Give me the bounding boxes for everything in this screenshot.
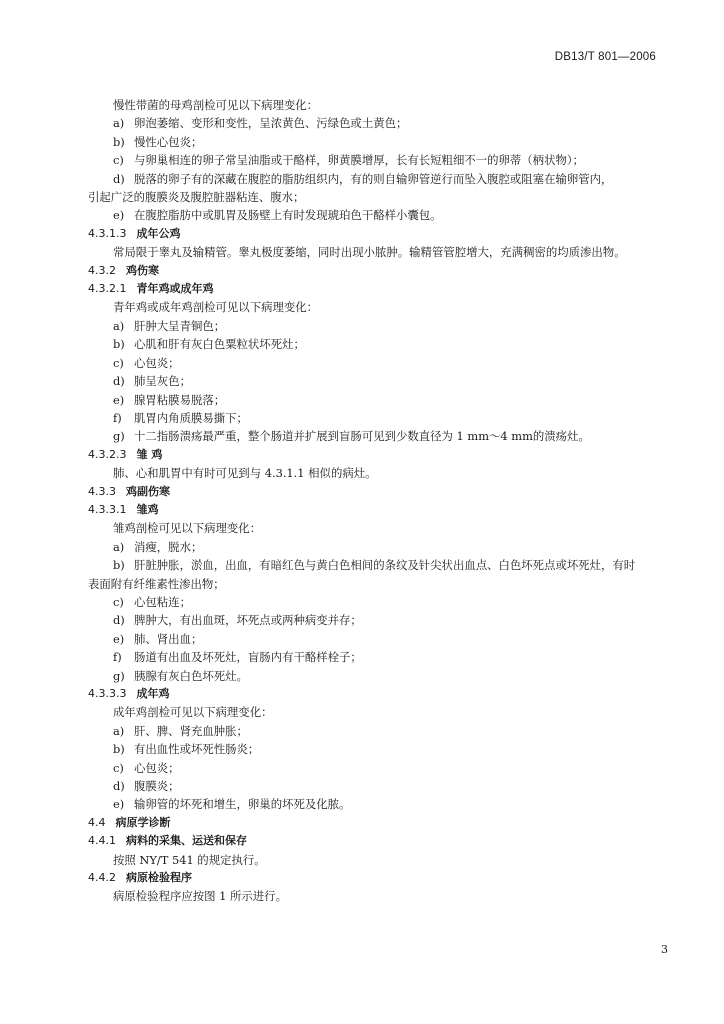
list-text: 腺胃粘膜易脱落； bbox=[134, 392, 226, 407]
document-body bbox=[88, 96, 668, 906]
list-marker: b) bbox=[113, 337, 125, 352]
section-heading bbox=[88, 685, 668, 703]
section-title: 雏 鸡 bbox=[136, 447, 163, 461]
list-text: 心包炎； bbox=[134, 760, 180, 775]
section-title: 成年公鸡 bbox=[136, 226, 181, 240]
list-item bbox=[88, 648, 668, 666]
list-marker: f) bbox=[113, 650, 122, 665]
list-marker: e) bbox=[113, 631, 125, 646]
list-item bbox=[88, 409, 668, 427]
list-text: 消瘦，脱水； bbox=[134, 539, 203, 554]
list-text: 肌胃内角质膜易撕下； bbox=[134, 410, 248, 425]
section-title: 病原检验程序 bbox=[126, 871, 192, 885]
list-text: 脾肿大，有出血斑，坏死点或两种病变并存； bbox=[134, 613, 362, 628]
list-marker: g) bbox=[113, 668, 125, 683]
section-title: 病原学诊断 bbox=[115, 815, 171, 829]
list-item bbox=[88, 538, 668, 556]
list-item bbox=[88, 593, 668, 611]
section-title: 鸡伤寒 bbox=[126, 263, 159, 277]
list-marker: c) bbox=[113, 594, 124, 609]
list-marker: b) bbox=[113, 742, 125, 757]
section-heading bbox=[88, 483, 668, 501]
list-text: 腹膜炎； bbox=[134, 779, 180, 794]
list-item bbox=[88, 795, 668, 813]
list-marker: a) bbox=[113, 723, 125, 738]
section-number: 4.4.2 bbox=[88, 871, 116, 885]
list-marker: d) bbox=[113, 171, 125, 186]
section-heading bbox=[88, 501, 668, 519]
list-text: 脱落的卵子有的深藏在腹腔的脂肪组织内，有的则自输卵管逆行而坠入腹腔或阻塞在输卵管内， bbox=[134, 171, 613, 186]
section-heading bbox=[88, 869, 668, 887]
list-marker: c) bbox=[113, 760, 124, 775]
list-marker: a) bbox=[113, 116, 125, 131]
list-item bbox=[88, 372, 668, 390]
list-marker: d) bbox=[113, 613, 125, 628]
block-0: 慢性带菌的母鸡剖检可见以下病理变化： bbox=[113, 98, 319, 112]
list-item bbox=[88, 317, 668, 335]
section-heading bbox=[88, 280, 668, 298]
list-marker: g) bbox=[113, 429, 125, 444]
list-marker: d) bbox=[113, 374, 125, 389]
list-text: 肝肿大呈青铜色； bbox=[134, 318, 226, 333]
paragraph: 成年鸡剖检可见以下病理变化： bbox=[113, 705, 273, 720]
list-item-continuation: 引起广泛的腹膜炎及腹腔脏器粘连、腹水； bbox=[88, 190, 305, 205]
paragraph: 肺、心和肌胃中有时可见到与 4.3.1.1 相似的病灶。 bbox=[113, 466, 377, 481]
section-number: 4.4 bbox=[88, 815, 106, 829]
section-number: 4.4.1 bbox=[88, 834, 116, 848]
list-item-continuation: 表面附有纤维素性渗出物； bbox=[88, 576, 225, 591]
list-item bbox=[88, 151, 668, 169]
list-text: 肠道有出血及坏死灶，盲肠内有干酪样栓子； bbox=[134, 650, 362, 665]
list-item bbox=[88, 133, 668, 151]
list-item bbox=[88, 114, 668, 132]
section-heading bbox=[88, 225, 668, 243]
document-code: DB13/T 801—2006 bbox=[554, 51, 656, 63]
list-text: 卵泡萎缩、变形和变性，呈浓黄色、污绿色或土黄色； bbox=[134, 116, 408, 131]
list-item-wrapped bbox=[88, 170, 668, 188]
list-text: 肝、脾、肾充血肿胀； bbox=[134, 723, 248, 738]
list-marker: c) bbox=[113, 355, 124, 370]
list-text: 输卵管的坏死和增生，卵巢的坏死及化脓。 bbox=[134, 797, 351, 812]
list-item bbox=[88, 354, 668, 372]
list-marker: c) bbox=[113, 153, 124, 168]
section-title: 青年鸡或成年鸡 bbox=[136, 282, 214, 296]
section-number: 4.3.2.3 bbox=[88, 447, 127, 461]
section-title: 成年鸡 bbox=[136, 687, 170, 700]
list-text: 与卵巢相连的卵子常呈油脂或干酪样，卵黄膜增厚，长有长短粗细不一的卵蒂（柄状物）； bbox=[134, 153, 584, 168]
list-item bbox=[88, 391, 668, 409]
page-number: 3 bbox=[661, 943, 668, 956]
list-marker: f) bbox=[113, 410, 122, 425]
section-number: 4.3.1.3 bbox=[88, 226, 127, 240]
list-item bbox=[88, 206, 668, 224]
list-text: 十二指肠溃疡最严重，整个肠道并扩展到盲肠可见到少数直径为 1 mm～4 mm的溃疡灶。 bbox=[134, 429, 590, 444]
list-text: 胰腺有灰白色坏死灶。 bbox=[134, 668, 248, 683]
section-number: 4.3.2 bbox=[88, 263, 116, 277]
list-marker: e) bbox=[113, 208, 125, 223]
list-text: 在腹腔脂肪中或肌胃及肠壁上有时发现琥珀色干酪样小囊包。 bbox=[134, 208, 442, 223]
list-text: 心肌和肝有灰白色粟粒状坏死灶； bbox=[134, 337, 305, 352]
list-text: 心包粘连； bbox=[134, 594, 191, 609]
list-marker: e) bbox=[113, 797, 125, 812]
section-heading bbox=[88, 814, 668, 832]
list-text: 肺呈灰色； bbox=[134, 374, 191, 389]
paragraph: 雏鸡剖检可见以下病理变化： bbox=[113, 521, 262, 536]
list-item bbox=[88, 777, 668, 795]
section-heading bbox=[88, 832, 668, 850]
section-number: 4.3.2.1 bbox=[88, 282, 127, 296]
paragraph: 按照 NY/T 541 的规定执行。 bbox=[113, 852, 266, 867]
list-text: 肺、肾出血； bbox=[134, 631, 203, 646]
list-marker: b) bbox=[113, 558, 125, 573]
list-marker: e) bbox=[113, 392, 125, 407]
list-marker: d) bbox=[113, 779, 125, 794]
list-item bbox=[88, 740, 668, 758]
section-number: 4.3.3.1 bbox=[88, 502, 127, 516]
list-item-wrapped bbox=[88, 556, 668, 574]
section-number: 4.3.3.3 bbox=[88, 687, 127, 700]
section-heading bbox=[88, 446, 668, 464]
paragraph: 青年鸡或成年鸡剖检可见以下病理变化： bbox=[113, 300, 319, 315]
list-text: 有出血性或坏死性肠炎； bbox=[134, 742, 260, 757]
list-text: 慢性心包炎； bbox=[134, 134, 203, 149]
list-item bbox=[88, 630, 668, 648]
paragraph: 常局限于睾丸及输精管。睾丸极度萎缩，同时出现小脓肿。输精管管腔增大，充满稠密的均质渗出物。 bbox=[113, 245, 626, 260]
list-marker: a) bbox=[113, 318, 125, 333]
section-heading bbox=[88, 262, 668, 280]
list-text: 肝脏肿胀，淤血，出血，有暗红色与黄白色相间的条纹及针尖状出血点、白色坏死点或坏死灶，有时 bbox=[134, 558, 636, 573]
section-title: 鸡副伤寒 bbox=[126, 484, 170, 498]
paragraph: 病原检验程序应按图 1 所示进行。 bbox=[113, 889, 287, 904]
list-item bbox=[88, 611, 668, 629]
list-item bbox=[88, 667, 668, 685]
list-item bbox=[88, 335, 668, 353]
list-item bbox=[88, 427, 668, 445]
list-marker: a) bbox=[113, 539, 125, 554]
list-item bbox=[88, 722, 668, 740]
list-marker: b) bbox=[113, 134, 125, 149]
list-item bbox=[88, 759, 668, 777]
section-title: 雏鸡 bbox=[136, 502, 159, 516]
list-text: 心包炎； bbox=[134, 355, 180, 370]
section-title: 病料的采集、运送和保存 bbox=[126, 834, 247, 848]
section-number: 4.3.3 bbox=[88, 484, 116, 498]
